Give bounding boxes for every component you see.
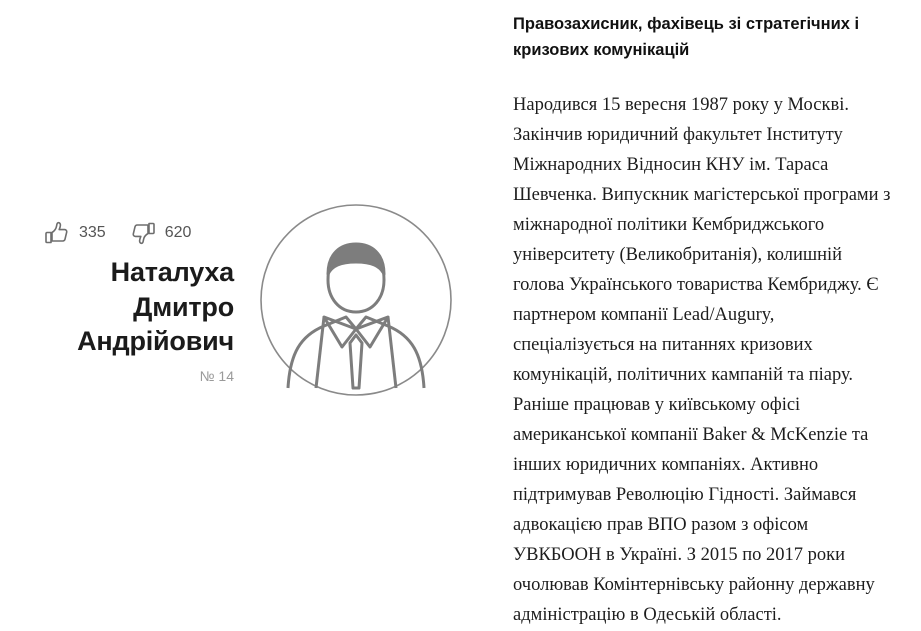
vote-counters (44, 220, 191, 246)
downvote-control[interactable] (130, 220, 192, 246)
bio-text: Народився 15 вересня 1987 року у Москві. Закінчив юридичний факультет Інституту Міжнародних Відносин КНУ ім. Тараса Шевченка. Випускник магістерської програми з міжнародної політики Кембриджського університету (Великобританія), колишній голова Українського товариства Кембриджу. Є партнером компанії Lead/Augury, спеціалізується на питаннях кризових комунікацій, політичних кампаній та піару. Раніше працював у київському офісі американської компанії Baker & McKenzie та інших юридичних компаніях. Активно підтримував Революцію Гідності. Займався адвокацією прав ВПО разом з офісом УВКБООН в Україні. З 2015 по 2017 роки очолював Комінтернівську районну державну адміністрацію в Одеській області. (513, 95, 891, 625)
thumbs-up-icon[interactable] (44, 220, 70, 246)
upvote-count: 335 (79, 224, 106, 241)
bio-title: Правозахисник, фахівець зі стратегічних і кризових комунікацій (513, 15, 860, 59)
thumbs-down-icon[interactable] (130, 220, 156, 246)
upvote-control[interactable] (44, 220, 106, 246)
downvote-count: 620 (164, 224, 192, 241)
person-avatar-icon (258, 202, 454, 398)
bio-column (500, 0, 921, 625)
candidate-number: № 14 (199, 368, 234, 384)
candidate-name: Наталуха Дмитро Андрійович (77, 257, 234, 357)
